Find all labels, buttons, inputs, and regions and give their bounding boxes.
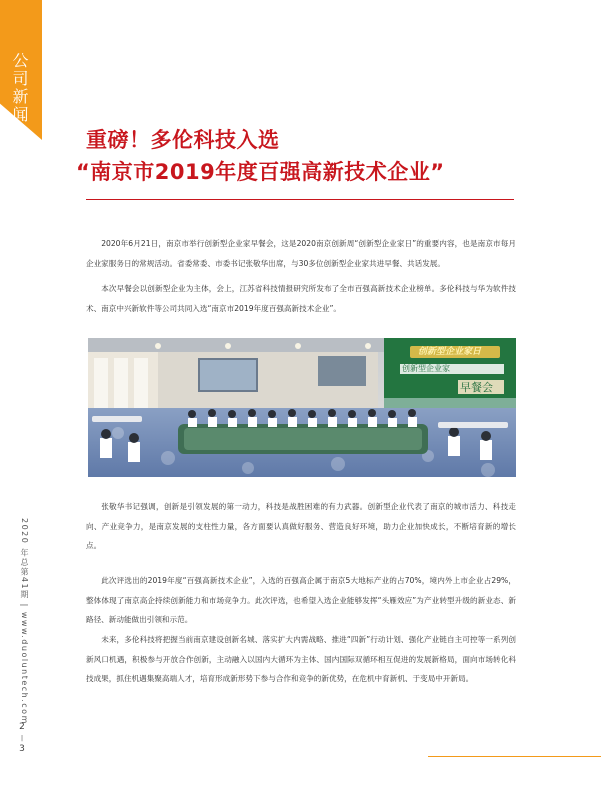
paragraph-2: 本次早餐会以创新型企业为主体，会上，江苏省科技情报研究所发布了全市百强高新技术企业榜单。多伦科技与华为软件技术、南京中兴新软件等公司共同入选“南京市2019年度百强高新技术企业”。	[86, 284, 516, 313]
meeting-photo	[88, 338, 516, 477]
photo-banner-top: 创新型企业家日	[418, 347, 482, 357]
footer-divider	[428, 756, 601, 757]
article-title-line1: 重磅！多伦科技入选	[86, 128, 280, 152]
section-tab-label: 公 司 新 闻	[12, 51, 30, 124]
page-number-separator: |	[20, 735, 24, 742]
meeting-photo-illustration	[88, 338, 516, 477]
photo-banner-script: 早餐会	[460, 381, 493, 394]
paragraph-3: 张敬华书记强调，创新是引领发展的第一动力，科技是战胜困难的有力武器。创新型企业代表了南京的城市活力、科技走向、产业竞争力，是南京发展的支柱性力量，各方面要认真做好服务、营造良好环境，助力企业加快成长，不断培育新的增长点。	[86, 502, 516, 550]
paragraph-1: 2020年6月21日，南京市举行创新型企业家早餐会，这是2020南京创新周“创新型企业家日”的重要内容，也是南京市每月企业家服务日的常规活动。省委常委、市委书记张敬华出席，与30多位创新型企业家共进早餐、共话发展。	[86, 239, 516, 268]
photo-banner-main: 创新型企业家	[402, 364, 450, 373]
page-number-right: 3	[19, 744, 25, 754]
paragraph-4: 此次评选出的2019年度“百强高新技术企业”，入选的百强高企属于南京5大地标产业的占70%，境内外上市企业占29%，整体体现了南京高企持续创新能力和市场竞争力。此次评选，也希望入选企业能够发挥“头雁效应”为产业转型升级的新业态、新路径、新动能做出引领和示范。	[86, 576, 516, 624]
issue-and-website: 2020 年总第41期 | www.duoluntech.com	[20, 518, 29, 725]
paragraph-5: 未来，多伦科技将把握当前南京建设创新名城、落实扩大内需战略、推进“四新”行动计划、强化产业链自主可控等一系列创新风口机遇，积极参与开放合作创新，主动融入以国内大循环为主体、国内国际双循环相互促进的发展新格局，面向市场转化科技成果，抓住机遇集聚高端人才，培育形成新形势下参与合作和竞争的新优势，在危机中育新机、于变局中开新局。	[86, 635, 516, 683]
title-divider	[86, 199, 514, 200]
page-number-left: 2	[19, 722, 25, 732]
article-title-line2: “南京市2019年度百强高新技术企业”	[76, 160, 445, 184]
